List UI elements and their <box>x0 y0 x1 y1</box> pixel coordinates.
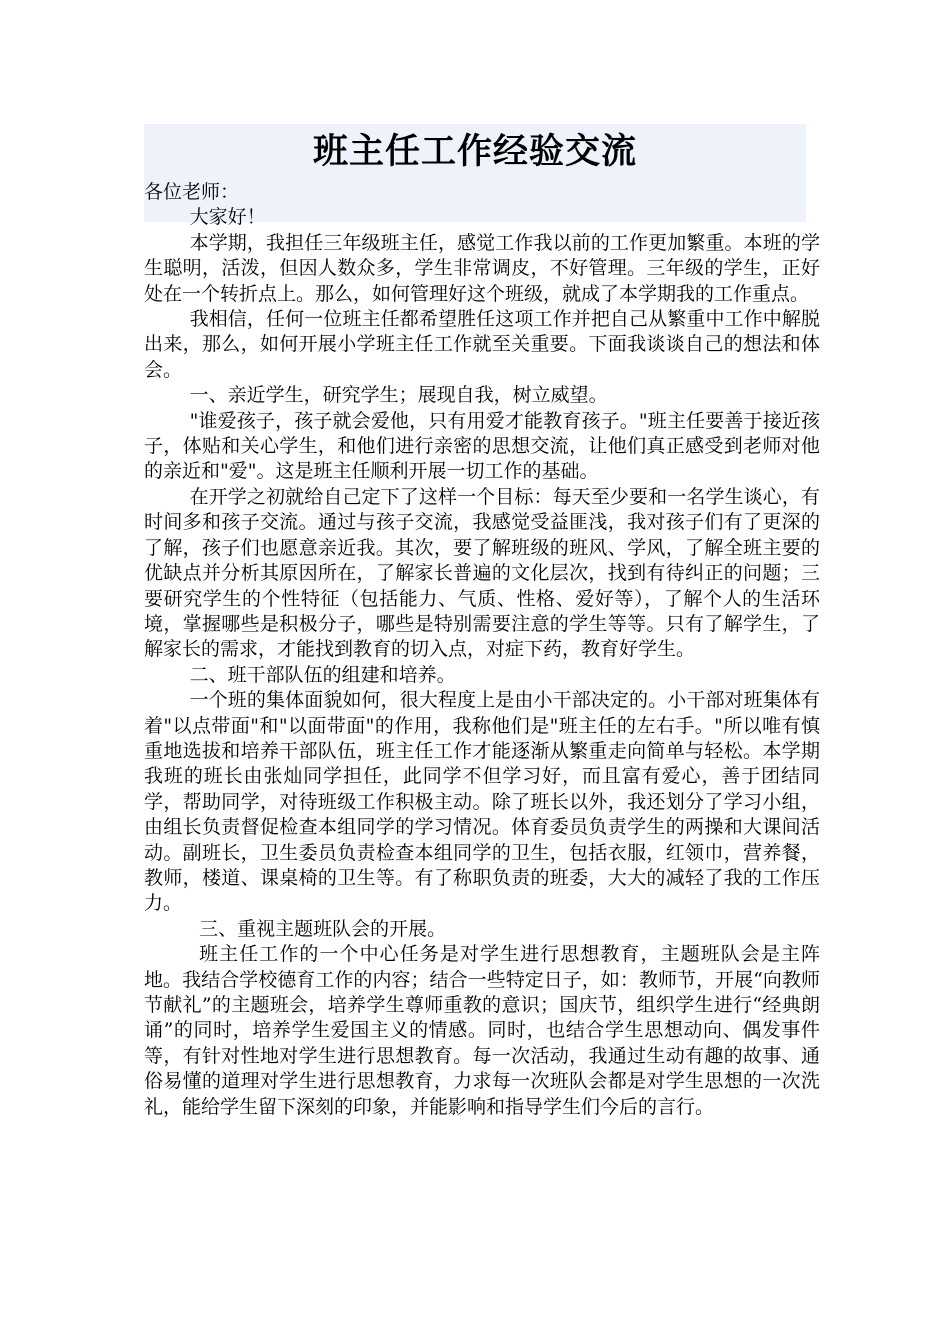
paragraph-class-cadres: 一个班的集体面貌如何，很大程度上是由小干部决定的。小干部对班集体有着"以点带面"和"以面带面"的作用，我称他们是"班主任的左右手。"所以唯有慎重地选拔和培养干部队伍，班主任工作才能逐渐从繁重走向简单与轻松。本学期我班的班长由张灿同学担任，此同学不但学习好，而且富有爱心，善于团结同学，帮助同学，对待班级工作积极主动。除了班长以外，我还划分了学习小组，由组长负责督促检查本组同学的学习情况。体育委员负责学生的两操和大课间活动。副班长，卫生委员负责检查本组同学的卫生，包括衣服，红领巾，营养餐，教师，楼道、课桌椅的卫生等。有了称职负责的班委，大大的减轻了我的工作压力。 <box>144 689 820 915</box>
paragraph-goal: 在开学之初就给自己定下了这样一个目标：每天至少要和一名学生谈心，有时间多和孩子交流。通过与孩子交流，我感觉受益匪浅，我对孩子们有了更深的了解，孩子们也愿意亲近我。其次，要了解班级的班风、学风，了解全班主要的优缺点并分析其原因所在，了解家长普遍的文化层次，找到有待纠正的问题；三要研究学生的个性特征（包括能力、气质、性格、爱好等），了解个人的生活环境，掌握哪些是积极分子，哪些是特别需要注意的学生等等。只有了解学生，了解家长的需求，才能找到教育的切入点，对症下药，教育好学生。 <box>144 485 820 661</box>
document-title: 班主任工作经验交流 <box>312 131 637 172</box>
paragraph-belief: 我相信，任何一位班主任都希望胜任这项工作并把自己从繁重中工作中解脱出来，那么，如何开展小学班主任工作就至关重要。下面我谈谈自己的想法和体会。 <box>144 308 820 381</box>
section-heading-1: 一、亲近学生，研究学生；展现自我，树立威望。 <box>189 384 608 407</box>
section-heading-3: 三、重视主题班队会的开展。 <box>199 917 447 940</box>
salutation: 各位老师： <box>144 181 240 203</box>
section-heading-2: 二、班干部队伍的组建和培养。 <box>189 663 456 686</box>
document-body <box>144 124 820 1120</box>
paragraph-class-meetings: 班主任工作的一个中心任务是对学生进行思想教育，主题班队会是主阵地。我结合学校德育工作的内容；结合一些特定日子，如：教师节，开展“向教师节献礼”的主题班会，培养学生尊师重教的意识；国庆节，组织学生进行“经典朗诵”的同时，培养学生爱国主义的情感。同时，也结合学生思想动向、偶发事件等，有针对性地对学生进行思想教育。每一次活动，我通过生动有趣的故事、通俗易懂的道理对学生进行思想教育，力求每一次班队会都是对学生思想的一次洗礼，能给学生留下深刻的印象，并能影响和指导学生们今后的言行。 <box>144 943 820 1118</box>
paragraph-intro: 本学期，我担任三年级班主任，感觉工作我以前的工作更加繁重。本班的学生聪明，活泼，但因人数众多，学生非常调皮，不好管理。三年级的学生，正好处在一个转折点上。那么，如何管理好这个班级，就成了本学期我的工作重点。 <box>144 231 820 305</box>
paragraph-love-quote: "谁爱孩子，孩子就会爱他，只有用爱才能教育孩子。"班主任要善于接近孩子，体贴和关心学生，和他们进行亲密的思想交流，让他们真正感受到老师对他的亲近和"爱"。这是班主任顺利开展一切工作的基础。 <box>144 409 820 483</box>
greeting: 大家好！ <box>189 206 266 229</box>
